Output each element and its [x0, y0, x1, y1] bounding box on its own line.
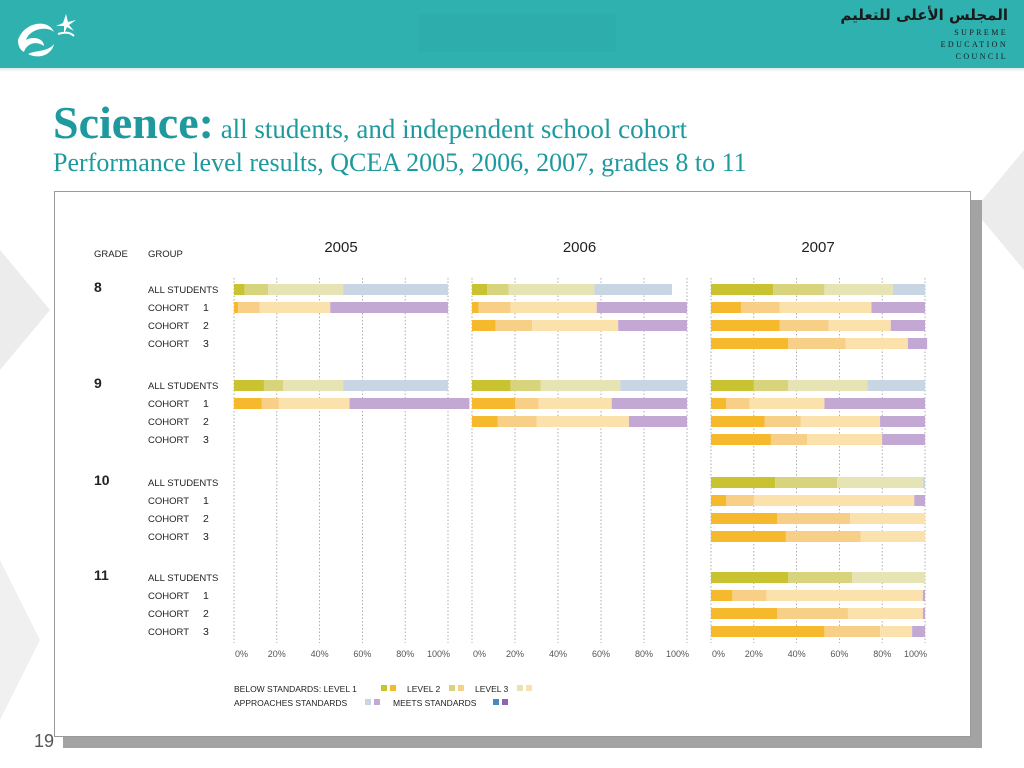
- legend-swatch-level3-all: [517, 685, 523, 691]
- org-name-line-2: EDUCATION: [940, 40, 1008, 49]
- bar-g9-r1-2007-level3: [750, 398, 825, 409]
- bar-g8-r2-2007-level4: [891, 320, 925, 331]
- bar-g9-r0-2005-level2: [264, 380, 283, 391]
- bar-g10-r0-2007-level4: [923, 477, 925, 488]
- bar-g11-r3-2007-level3: [880, 626, 912, 637]
- group-label-g10-r0: ALL STUDENTS: [148, 478, 219, 489]
- slide-title: [53, 96, 687, 149]
- bar-g8-r1-2007-level3: [779, 302, 871, 313]
- bar-g8-r0-2007-level3: [824, 284, 892, 295]
- x-tick-label-2006-3: 60%: [591, 649, 611, 659]
- bar-g8-r0-2005-level1: [234, 284, 245, 295]
- bar-g9-r0-2007-level3: [788, 380, 867, 391]
- legend-swatch-meets-all: [493, 699, 499, 705]
- group-label-g8-r0: ALL STUDENTS: [148, 285, 219, 296]
- bar-g9-r2-2006-level2: [498, 416, 537, 427]
- bar-g9-r3-2007-level1: [711, 434, 771, 445]
- bar-g9-r2-2006-level3: [537, 416, 629, 427]
- bar-g9-r0-2006-level2: [511, 380, 541, 391]
- x-tick-label-2006-1: 20%: [505, 649, 525, 659]
- legend-swatch-level2-cohort: [458, 685, 464, 691]
- header-bar: [0, 0, 1024, 68]
- bar-g10-r1-2007-level3: [754, 495, 915, 506]
- org-name-line-1: SUPREME: [954, 28, 1008, 37]
- x-tick-label-2005-1: 20%: [267, 649, 286, 659]
- legend-level3-label: LEVEL 3: [475, 684, 509, 694]
- bar-g9-r2-2006-level4: [629, 416, 687, 427]
- bar-g9-r0-2007-level4: [867, 380, 925, 391]
- group-label-g8-r3: COHORT: [148, 339, 189, 350]
- bar-g8-r1-2006-level2: [478, 302, 510, 313]
- bar-g10-r0-2007-level3: [837, 477, 923, 488]
- bar-g9-r1-2006-level1: [472, 398, 515, 409]
- bar-g9-r1-2007-level4: [824, 398, 925, 409]
- bar-g10-r1-2007-level2: [726, 495, 754, 506]
- cohort-number-g8-r3: 3: [203, 338, 209, 350]
- legend-approaches-label: APPROACHES STANDARDS: [234, 698, 348, 708]
- legend-swatch-meets-cohort: [502, 699, 508, 705]
- background-shape-bottom-left: [0, 560, 40, 720]
- bar-g10-r3-2007-level1: [711, 531, 786, 542]
- header-placeholder-box: [418, 14, 616, 52]
- x-tick-label-2005-5: 100%: [426, 649, 450, 659]
- bar-g10-r1-2007-level4: [914, 495, 925, 506]
- bar-g9-r1-2006-level3: [539, 398, 612, 409]
- bar-g9-r2-2007-level3: [801, 416, 880, 427]
- year-header-2005: 2005: [324, 239, 358, 256]
- bar-g10-r2-2007-level3: [850, 513, 925, 524]
- x-tick-label-2007-5: 100%: [903, 649, 927, 659]
- bar-g11-r3-2007-level2: [824, 626, 880, 637]
- bar-g11-r1-2007-level2: [732, 590, 766, 601]
- bar-g8-r1-2005-level1: [234, 302, 238, 313]
- header-shadow: [0, 68, 1024, 72]
- council-logo: [14, 10, 80, 62]
- x-tick-label-2006-4: 80%: [634, 649, 654, 659]
- cohort-number-g9-r3: 3: [203, 434, 209, 446]
- bar-g8-r1-2006-level1: [472, 302, 478, 313]
- cohort-number-g11-r3: 3: [203, 626, 209, 638]
- cohort-number-g10-r2: 2: [203, 513, 209, 525]
- bar-g11-r0-2007-level1: [711, 572, 788, 583]
- bar-g8-r0-2006-level2: [487, 284, 509, 295]
- legend-swatch-level1-cohort: [390, 685, 396, 691]
- bar-g11-r1-2007-level3: [767, 590, 923, 601]
- legend-meets-label: MEETS STANDARDS: [393, 698, 477, 708]
- bar-g11-r0-2007-level3: [852, 572, 925, 583]
- bar-g8-r2-2006-level1: [472, 320, 496, 331]
- bar-g9-r2-2007-level4: [880, 416, 925, 427]
- group-label-g9-r1: COHORT: [148, 399, 189, 410]
- bar-g9-r0-2006-level4: [620, 380, 687, 391]
- cohort-number-g11-r1: 1: [203, 590, 209, 602]
- group-label-g10-r1: COHORT: [148, 496, 189, 507]
- bar-g8-r0-2006-level1: [472, 284, 487, 295]
- legend-swatch-level1-all: [381, 685, 387, 691]
- bar-g10-r3-2007-level2: [786, 531, 861, 542]
- bar-g8-r1-2006-level3: [511, 302, 597, 313]
- x-tick-label-2005-4: 80%: [396, 649, 415, 659]
- group-label-g11-r0: ALL STUDENTS: [148, 573, 219, 584]
- legend-below-standards-label: BELOW STANDARDS: LEVEL 1: [234, 684, 357, 694]
- group-label-g9-r3: COHORT: [148, 435, 189, 446]
- cohort-number-g8-r2: 2: [203, 320, 209, 332]
- bar-g8-r1-2005-level4: [330, 302, 448, 313]
- bar-g8-r3-2007-level3: [846, 338, 908, 349]
- background-shape-left: [0, 250, 50, 370]
- bar-g8-r2-2007-level3: [829, 320, 891, 331]
- legend-swatch-level2-all: [449, 685, 455, 691]
- cohort-number-g10-r1: 1: [203, 495, 209, 507]
- x-tick-label-2005-3: 60%: [353, 649, 372, 659]
- group-label-g9-r0: ALL STUDENTS: [148, 381, 219, 392]
- x-tick-label-2007-4: 80%: [873, 649, 892, 659]
- slide-title-rest: all students, and independent school cohort: [213, 114, 688, 144]
- bar-g10-r0-2007-level1: [711, 477, 775, 488]
- cohort-number-g8-r1: 1: [203, 302, 209, 314]
- bar-g10-r0-2007-level2: [775, 477, 837, 488]
- bar-g8-r0-2005-level2: [245, 284, 269, 295]
- grade-label-8: 8: [94, 279, 102, 295]
- year-header-2007: 2007: [801, 239, 835, 256]
- x-tick-label-2007-1: 20%: [744, 649, 763, 659]
- bar-g8-r2-2007-level1: [711, 320, 779, 331]
- bar-g8-r0-2005-level4: [343, 284, 448, 295]
- grade-label-10: 10: [94, 472, 110, 488]
- group-column-header: GROUP: [148, 249, 183, 260]
- legend-swatch-approaches-cohort: [374, 699, 380, 705]
- bar-g9-r2-2007-level2: [765, 416, 801, 427]
- bar-g8-r1-2006-level4: [597, 302, 687, 313]
- bar-g9-r3-2007-level2: [771, 434, 807, 445]
- group-label-g9-r2: COHORT: [148, 417, 189, 428]
- bar-g10-r1-2007-level1: [711, 495, 726, 506]
- x-tick-label-2007-3: 60%: [830, 649, 849, 659]
- bar-g8-r0-2006-level4: [595, 284, 672, 295]
- bar-g11-r0-2007-level2: [788, 572, 852, 583]
- slide-subtitle: Performance level results, QCEA 2005, 2006, 2007, grades 8 to 11: [53, 148, 747, 177]
- bar-g10-r3-2007-level3: [861, 531, 925, 542]
- bar-g9-r0-2006-level3: [541, 380, 621, 391]
- bar-g8-r0-2007-level1: [711, 284, 773, 295]
- bar-g9-r3-2007-level4: [882, 434, 925, 445]
- grade-label-11: 11: [94, 567, 109, 583]
- bar-g9-r0-2006-level1: [472, 380, 511, 391]
- bar-g9-r2-2007-level1: [711, 416, 765, 427]
- bar-g11-r3-2007-level4: [912, 626, 925, 637]
- cohort-number-g9-r2: 2: [203, 416, 209, 428]
- bar-g9-r1-2006-level2: [515, 398, 539, 409]
- group-label-g8-r1: COHORT: [148, 303, 189, 314]
- cohort-number-g9-r1: 1: [203, 398, 209, 410]
- group-label-g10-r3: COHORT: [148, 532, 189, 543]
- legend-swatch-level3-cohort: [526, 685, 532, 691]
- bar-g9-r0-2007-level2: [754, 380, 788, 391]
- legend-swatch-approaches-all: [365, 699, 371, 705]
- bar-g8-r1-2005-level2: [238, 302, 259, 313]
- bar-g11-r2-2007-level2: [777, 608, 848, 619]
- bar-g9-r0-2007-level1: [711, 380, 754, 391]
- grade-label-9: 9: [94, 375, 102, 391]
- x-tick-label-2007-0: 0%: [712, 649, 726, 659]
- group-label-g8-r2: COHORT: [148, 321, 189, 332]
- bar-g9-r0-2005-level4: [343, 380, 448, 391]
- bar-g11-r1-2007-level1: [711, 590, 732, 601]
- group-label-g11-r2: COHORT: [148, 609, 189, 620]
- group-label-g10-r2: COHORT: [148, 514, 189, 525]
- bar-g8-r0-2006-level3: [509, 284, 595, 295]
- bar-g9-r1-2006-level4: [612, 398, 687, 409]
- bar-g8-r0-2007-level2: [773, 284, 824, 295]
- x-tick-label-2006-2: 40%: [548, 649, 568, 659]
- bar-g10-r2-2007-level1: [711, 513, 777, 524]
- bar-g8-r2-2006-level2: [496, 320, 533, 331]
- cohort-number-g11-r2: 2: [203, 608, 209, 620]
- bar-g9-r1-2005-level4: [350, 398, 470, 409]
- org-name-line-3: COUNCIL: [955, 52, 1008, 61]
- bar-g9-r2-2006-level1: [472, 416, 498, 427]
- bar-g10-r2-2007-level2: [777, 513, 850, 524]
- bar-g8-r2-2007-level2: [779, 320, 828, 331]
- bar-g9-r1-2005-level3: [279, 398, 350, 409]
- slide-title-main: Science:: [53, 97, 214, 148]
- bar-g9-r0-2005-level3: [283, 380, 343, 391]
- bar-g8-r3-2007-level1: [711, 338, 788, 349]
- bar-g8-r1-2005-level3: [260, 302, 331, 313]
- bar-g11-r2-2007-level3: [848, 608, 923, 619]
- bar-g8-r1-2007-level1: [711, 302, 741, 313]
- bar-g11-r2-2007-level4: [923, 608, 925, 619]
- bar-g9-r1-2005-level2: [262, 398, 279, 409]
- group-label-g11-r3: COHORT: [148, 627, 189, 638]
- bar-g8-r1-2007-level4: [872, 302, 926, 313]
- x-tick-label-2007-2: 40%: [787, 649, 806, 659]
- bar-g11-r3-2007-level1: [711, 626, 824, 637]
- group-label-g11-r1: COHORT: [148, 591, 189, 602]
- bar-g8-r2-2006-level3: [532, 320, 618, 331]
- chart-panel: [54, 191, 971, 737]
- x-tick-label-2006-5: 100%: [665, 649, 689, 659]
- bar-g8-r1-2007-level2: [741, 302, 780, 313]
- grade-column-header: GRADE: [94, 249, 128, 260]
- bar-g9-r1-2005-level1: [234, 398, 262, 409]
- bar-g8-r2-2006-level4: [618, 320, 687, 331]
- x-tick-label-2005-2: 40%: [310, 649, 329, 659]
- org-name-arabic: المجلس الأعلى للتعليم: [840, 6, 1008, 24]
- cohort-number-g10-r3: 3: [203, 531, 209, 543]
- x-tick-label-2005-0: 0%: [235, 649, 249, 659]
- bar-g9-r1-2007-level2: [726, 398, 750, 409]
- slide-number: 19: [34, 731, 55, 751]
- bar-g8-r3-2007-level2: [788, 338, 846, 349]
- bar-g11-r2-2007-level1: [711, 608, 777, 619]
- bar-g11-r1-2007-level4: [923, 590, 925, 601]
- legend-level2-label: LEVEL 2: [407, 684, 441, 694]
- bar-g9-r0-2005-level1: [234, 380, 264, 391]
- bar-g9-r3-2007-level3: [807, 434, 882, 445]
- year-header-2006: 2006: [562, 239, 597, 256]
- bar-g8-r3-2007-level4: [908, 338, 927, 349]
- chart: [55, 192, 972, 738]
- bar-g9-r1-2007-level1: [711, 398, 726, 409]
- bar-g8-r0-2007-level4: [893, 284, 925, 295]
- x-tick-label-2006-0: 0%: [473, 649, 487, 659]
- bar-g8-r0-2005-level3: [268, 284, 343, 295]
